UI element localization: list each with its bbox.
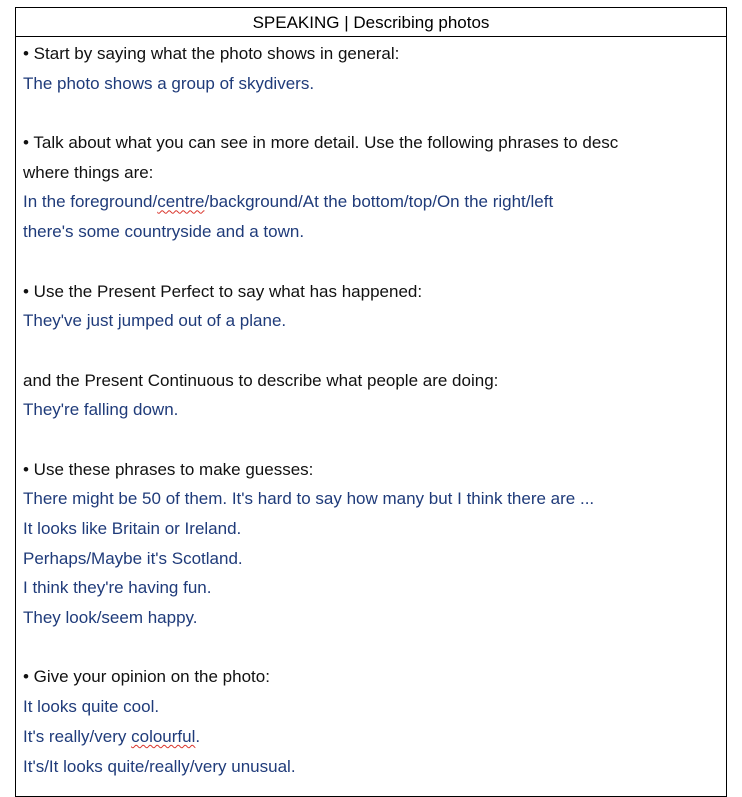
example-guess: There might be 50 of them. It's hard to say how many but I think there are ...	[23, 489, 595, 509]
instruction-detail-line-2: where things are:	[23, 162, 154, 182]
table-header	[16, 8, 726, 37]
instruction-detail-line-1: • Talk about what you can see in more detail. Use the following phrases to desc	[23, 133, 619, 153]
example-guess: I think they're having fun.	[23, 578, 212, 598]
example-detail-line-1	[23, 187, 726, 217]
spacer	[23, 425, 726, 455]
example-detail-part-a: In the foreground/	[23, 192, 158, 212]
example-present-perfect: They've just jumped out of a plane.	[23, 311, 287, 331]
example-opinion-3: It's/It looks quite/really/very unusual.	[23, 756, 296, 776]
example-guess: It looks like Britain or Ireland.	[23, 519, 242, 538]
spacer	[23, 336, 726, 366]
spacer	[23, 98, 726, 128]
example-guess: They look/seem happy.	[23, 608, 198, 628]
example-detail-part-c: /background/At the bottom/top/On the right/left	[204, 192, 554, 212]
example-general: The photo shows a group of skydivers.	[23, 73, 315, 93]
table-body	[16, 37, 726, 781]
instruction-guesses: • Use these phrases to make guesses:	[23, 459, 314, 479]
document-table	[15, 7, 727, 797]
example-detail-line-2: there's some countryside and a town.	[23, 222, 305, 242]
example-present-continuous: They're falling down.	[23, 400, 179, 420]
spellcheck-word-centre[interactable]: centre	[157, 192, 205, 212]
instruction-general: • Start by saying what the photo shows in general:	[23, 44, 400, 63]
example-opinion-2	[23, 722, 726, 752]
instruction-present-continuous: and the Present Continuous to describe what people are doing:	[23, 370, 499, 390]
instruction-opinion: • Give your opinion on the photo:	[23, 667, 270, 687]
example-opinion-2-part-a: It's really/very	[23, 726, 132, 746]
example-opinion-2-part-c: .	[195, 726, 201, 746]
spacer	[23, 247, 726, 277]
spacer	[23, 633, 726, 663]
spellcheck-word-colourful[interactable]: colourful	[131, 726, 196, 746]
example-opinion-1: It looks quite cool.	[23, 697, 160, 717]
header-title: SPEAKING | Describing photos	[252, 13, 490, 32]
instruction-present-perfect: • Use the Present Perfect to say what has happened:	[23, 281, 423, 301]
example-guess: Perhaps/Maybe it's Scotland.	[23, 548, 243, 568]
